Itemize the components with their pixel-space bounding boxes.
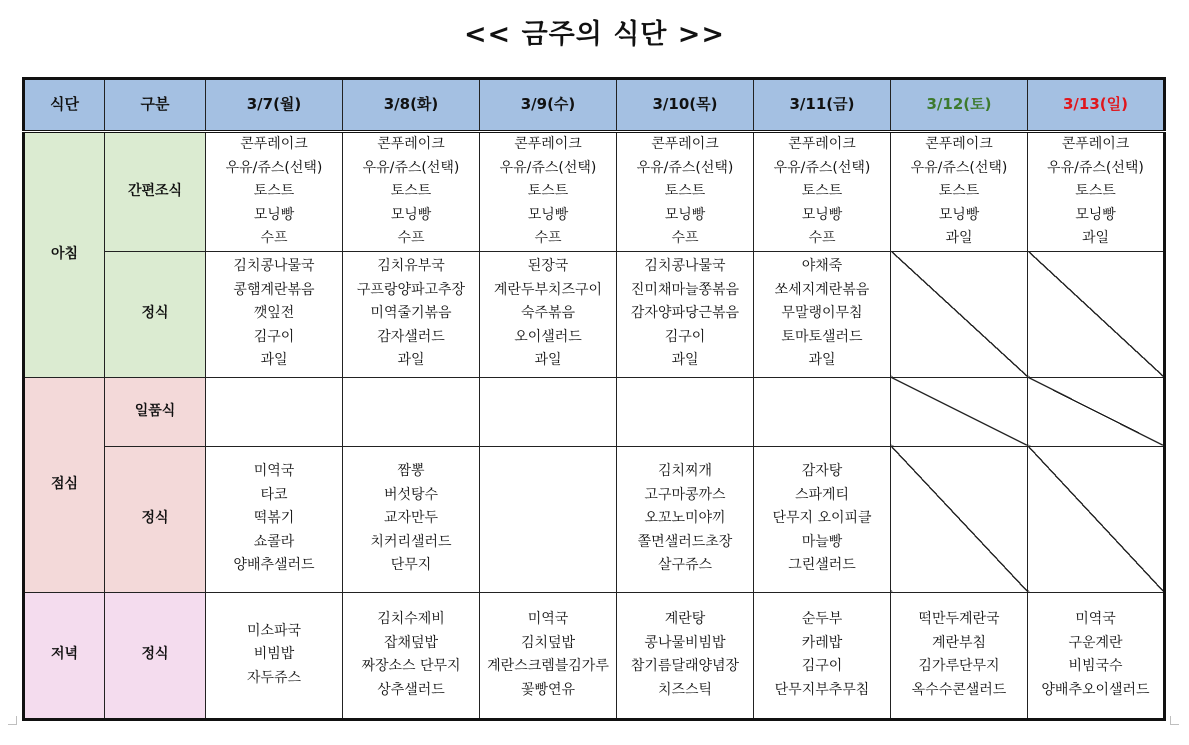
page-corner-mark (1170, 716, 1179, 725)
header-day: 3/11(금) (754, 79, 891, 132)
menu-item: 자두쥬스 (246, 669, 302, 686)
menu-item: 비빔국수 (1068, 658, 1123, 674)
menu-cell (343, 446, 480, 592)
header-day-sunday: 3/13(일) (1028, 79, 1165, 132)
menu-item: 고구마콩까스 (644, 486, 726, 503)
menu-item: 모닝빵 (801, 206, 843, 223)
menu-item: 김구이 (253, 328, 295, 345)
menu-item: 우유/쥬스(선택) (636, 159, 734, 176)
empty-cell-crossed (891, 251, 1028, 377)
meal-dinner: 저녁 (24, 592, 105, 719)
menu-item: 쇼콜라 (253, 533, 295, 550)
menu-item: 김치콩나물국 (644, 258, 726, 275)
lunch-regular-row (24, 446, 1165, 592)
menu-item: 김구이 (801, 658, 843, 674)
menu-item: 토스트 (801, 183, 843, 199)
menu-item: 김치콩나물국 (233, 258, 315, 275)
menu-item: 수프 (808, 230, 836, 246)
menu-item: 콘푸레이크 (1061, 136, 1130, 152)
menu-item: 구프랑양파고추장 (356, 281, 466, 298)
menu-item: 모닝빵 (664, 206, 706, 223)
menu-item: 콩햄계란볶음 (233, 281, 315, 298)
menu-item: 토스트 (253, 183, 295, 199)
menu-item: 계란부침 (931, 634, 987, 651)
menu-item: 양배추샐러드 (233, 557, 315, 574)
menu-item: 우유/쥬스(선택) (773, 159, 871, 176)
menu-item: 타코 (260, 486, 288, 503)
menu-item: 계란탕 (664, 611, 706, 627)
menu-item: 단무지부추무침 (774, 681, 870, 698)
menu-item: 무말랭이무침 (781, 305, 863, 322)
empty-cell-crossed (891, 377, 1028, 446)
menu-cell (206, 377, 343, 446)
header-day: 3/9(수) (480, 79, 617, 132)
menu-item: 단무지 (390, 557, 432, 574)
menu-item: 수프 (397, 230, 425, 246)
type-simple-breakfast: 간편조식 (105, 132, 206, 252)
menu-item: 마늘빵 (801, 533, 843, 550)
empty-cell-crossed (1028, 377, 1165, 446)
menu-item: 콘푸레이크 (925, 136, 993, 152)
menu-item: 수프 (260, 230, 288, 246)
dinner-regular-row (24, 592, 1165, 719)
empty-cell-crossed (1028, 251, 1165, 377)
menu-item: 토스트 (1075, 183, 1116, 199)
menu-cell (891, 592, 1028, 719)
menu-item: 짬뽕 (397, 463, 425, 480)
menu-item: 모닝빵 (390, 206, 432, 223)
menu-cell (480, 446, 617, 592)
menu-item: 오꼬노미야끼 (644, 510, 726, 527)
menu-cell (343, 592, 480, 719)
header-row (24, 79, 1165, 132)
menu-cell (754, 592, 891, 719)
menu-cell (480, 377, 617, 446)
menu-item: 콩나물비빔밥 (644, 634, 726, 651)
meal-lunch: 점심 (24, 377, 105, 592)
menu-cell (617, 446, 754, 592)
menu-item: 모닝빵 (253, 206, 295, 223)
menu-item: 옥수수콘샐러드 (911, 681, 1007, 698)
menu-item: 오이샐러드 (514, 328, 582, 345)
menu-item: 버섯탕수 (383, 486, 439, 503)
menu-item: 카레밥 (801, 634, 843, 651)
menu-item: 단무지 오이피클 (772, 510, 872, 527)
header-type: 구분 (105, 79, 206, 132)
menu-item: 스파게티 (794, 486, 850, 503)
empty-cell-crossed (1028, 446, 1165, 592)
menu-item: 그린샐러드 (788, 557, 856, 574)
menu-item: 토스트 (664, 183, 706, 199)
weekly-menu-table (22, 77, 1166, 721)
menu-item: 토마토샐러드 (781, 328, 863, 345)
menu-item: 토스트 (938, 183, 980, 199)
menu-item: 과일 (260, 352, 288, 369)
menu-item: 토스트 (527, 183, 569, 199)
menu-cell (754, 251, 891, 377)
menu-item: 야채죽 (801, 258, 843, 275)
menu-item: 된장국 (527, 258, 569, 275)
menu-item: 콘푸레이크 (377, 136, 445, 152)
menu-item: 떡볶기 (253, 510, 295, 527)
menu-item: 김가루단무지 (918, 658, 1000, 674)
menu-item: 과일 (808, 352, 836, 369)
menu-item: 콘푸레이크 (651, 136, 719, 152)
menu-item: 우유/쥬스(선택) (910, 159, 1008, 176)
menu-item: 모닝빵 (1075, 206, 1116, 223)
menu-cell (617, 251, 754, 377)
menu-cell (206, 132, 343, 252)
menu-item: 모닝빵 (527, 206, 569, 223)
menu-cell (617, 592, 754, 719)
lunch-single-row (24, 377, 1165, 446)
menu-item: 꽃빵연유 (520, 681, 576, 698)
menu-item: 과일 (671, 352, 699, 369)
menu-item: 짜장소스 단무지 (361, 658, 461, 674)
menu-item: 살구쥬스 (657, 557, 713, 574)
menu-item: 우유/쥬스(선택) (1047, 159, 1144, 176)
menu-item: 깻잎전 (253, 305, 295, 322)
menu-item: 김치덮밥 (520, 634, 576, 651)
menu-item: 과일 (1081, 230, 1110, 246)
menu-item: 과일 (945, 230, 973, 246)
menu-item: 치즈스틱 (657, 681, 713, 698)
type-regular-lunch: 정식 (105, 446, 206, 592)
menu-cell (206, 592, 343, 719)
menu-item: 쏘세지계란볶음 (774, 281, 870, 298)
menu-item: 김치찌개 (657, 463, 713, 480)
menu-item: 계란스크렘블김가루 (487, 658, 609, 674)
menu-item: 쫄면샐러드초장 (637, 533, 733, 550)
menu-cell (480, 132, 617, 252)
header-day: 3/8(화) (343, 79, 480, 132)
menu-cell (343, 251, 480, 377)
page-corner-mark (8, 716, 17, 725)
menu-item: 우유/쥬스(선택) (362, 159, 460, 176)
menu-item: 감자양파당근볶음 (630, 305, 740, 322)
menu-item: 김치수제비 (377, 611, 445, 627)
menu-cell (480, 251, 617, 377)
menu-item: 김구이 (664, 328, 706, 345)
menu-item: 교자만두 (383, 510, 439, 527)
menu-item: 토스트 (390, 183, 432, 199)
menu-item: 미역국 (253, 463, 295, 480)
menu-item: 콘푸레이크 (514, 136, 582, 152)
page-title: << 금주의 식단 >> (463, 19, 726, 50)
menu-cell (343, 132, 480, 252)
menu-item: 미소파국 (246, 622, 302, 639)
menu-item: 순두부 (801, 611, 843, 627)
header-day: 3/7(월) (206, 79, 343, 132)
menu-cell (206, 251, 343, 377)
type-regular-breakfast: 정식 (105, 251, 206, 377)
menu-item: 감자샐러드 (377, 328, 445, 345)
empty-cell-crossed (891, 446, 1028, 592)
menu-cell (891, 132, 1028, 252)
menu-item: 김치유부국 (377, 258, 445, 275)
menu-item: 미역줄기볶음 (370, 305, 452, 322)
menu-cell (754, 132, 891, 252)
menu-cell (617, 132, 754, 252)
menu-item: 미역국 (1075, 611, 1116, 627)
type-single-lunch: 일품식 (105, 377, 206, 446)
menu-item: 참기름달래양념장 (630, 658, 740, 674)
type-regular-dinner: 정식 (105, 592, 206, 719)
menu-item: 치커리샐러드 (370, 533, 452, 550)
meal-breakfast: 아침 (24, 132, 105, 378)
menu-item: 떡만두계란국 (918, 611, 1000, 627)
menu-item: 미역국 (527, 611, 569, 627)
breakfast-simple-row (24, 132, 1165, 252)
header-meal: 식단 (24, 79, 105, 132)
menu-item: 잡채덮밥 (383, 634, 439, 651)
menu-item: 수프 (534, 230, 562, 246)
menu-item: 콘푸레이크 (788, 136, 856, 152)
menu-item: 상추샐러드 (377, 681, 445, 698)
menu-item: 과일 (534, 352, 562, 369)
menu-item: 우유/쥬스(선택) (225, 159, 323, 176)
menu-cell (343, 377, 480, 446)
menu-item: 모닝빵 (938, 206, 980, 223)
menu-cell (480, 592, 617, 719)
menu-item: 과일 (397, 352, 425, 369)
menu-item: 감자탕 (801, 463, 843, 480)
menu-item: 수프 (671, 230, 699, 246)
menu-cell (754, 377, 891, 446)
menu-item: 계란두부치즈구이 (493, 281, 603, 298)
menu-item: 구운계란 (1068, 634, 1123, 651)
menu-cell (1028, 132, 1165, 252)
menu-cell (1028, 592, 1165, 719)
breakfast-regular-row (24, 251, 1165, 377)
menu-item: 우유/쥬스(선택) (499, 159, 597, 176)
menu-item: 진미채마늘쫑볶음 (630, 281, 740, 298)
menu-cell (206, 446, 343, 592)
menu-item: 양배추오이샐러드 (1041, 681, 1150, 698)
menu-item: 숙주볶음 (520, 305, 576, 322)
header-day: 3/10(목) (617, 79, 754, 132)
menu-item: 비빔밥 (253, 646, 295, 663)
menu-cell (754, 446, 891, 592)
menu-cell (617, 377, 754, 446)
menu-item: 콘푸레이크 (240, 136, 308, 152)
header-day-saturday: 3/12(토) (891, 79, 1028, 132)
